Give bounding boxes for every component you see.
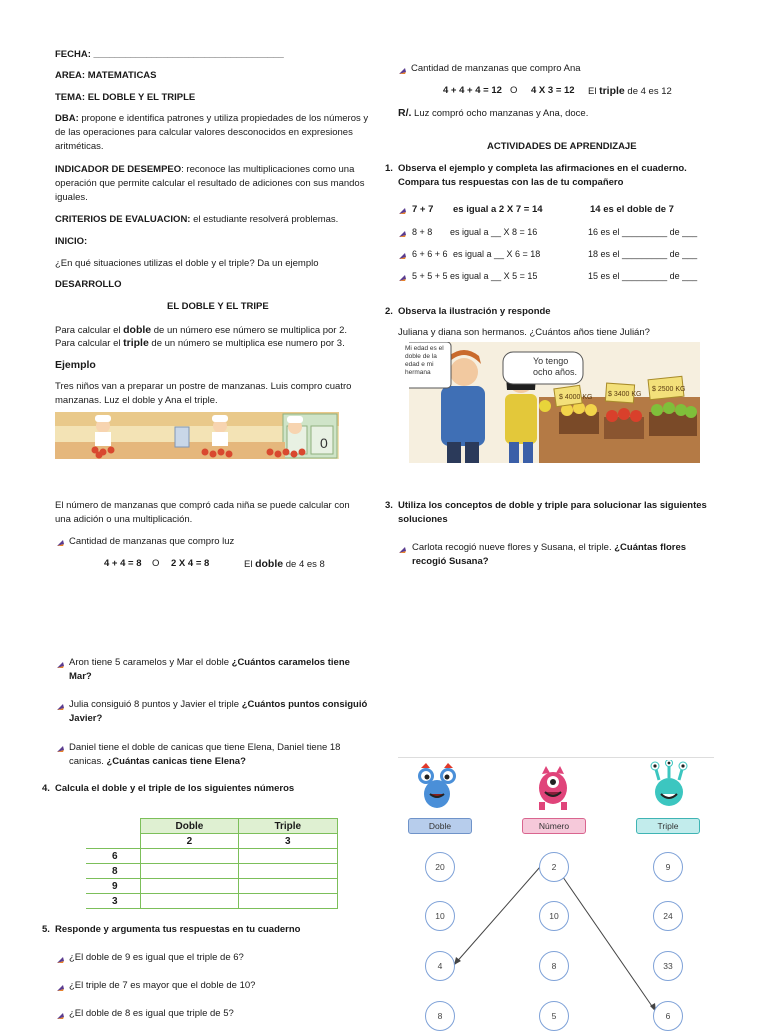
- area-line: AREA: MATEMATICAS: [55, 70, 157, 81]
- q3-item-julia: [69, 698, 369, 726]
- doble-triple-table: [86, 818, 338, 909]
- q1-row-sum: 7 + 7: [412, 204, 434, 215]
- q1-row-eq: es igual a __ X 6 = 18: [453, 249, 541, 259]
- svg-text:0: 0: [320, 435, 328, 451]
- item-text: Julia consiguió 8 puntos y Javier el triple: [69, 699, 242, 710]
- row-number: 6: [86, 849, 141, 864]
- table-sub-doble: 2: [141, 834, 238, 849]
- ana-o: O: [510, 85, 518, 96]
- table-sub-triple: 3: [238, 834, 337, 849]
- price-tag: $ 4000 KG: [559, 394, 593, 401]
- def-text: Para calcular el: [55, 325, 124, 336]
- item-question: ¿Cuántos puntos consiguió Javier?: [69, 699, 368, 724]
- match-circle-doble[interactable]: 4: [425, 951, 455, 981]
- arrow-bullet-icon: [398, 273, 407, 282]
- arrow-bullet-icon: [56, 538, 65, 547]
- dba-text: propone e identifica patrones y utiliza propiedades de los números y de las operaciones para calcular valores desconocidos en expresiones aritméticas.: [55, 113, 369, 152]
- match-circle-numero[interactable]: 10: [539, 901, 569, 931]
- criterios-text: el estudiante resolverá problemas.: [190, 214, 339, 225]
- arrow-bullet-icon: [56, 983, 65, 992]
- luz-label: Cantidad de manzanas que compro luz: [69, 536, 235, 547]
- ana-el: El: [588, 86, 600, 97]
- q3-number: 3.: [385, 500, 393, 511]
- q1-row-result: 18 es el _________ de ___: [588, 249, 698, 259]
- inicio-question: ¿En qué situaciones utilizas el doble y el triple? Da un ejemplo: [55, 258, 319, 269]
- ana-triple-word: triple: [599, 85, 625, 97]
- q1-text: Observa el ejemplo y completa las afirmaciones en el cuaderno. Compara tus respuestas con las de tu compañero: [398, 163, 687, 188]
- q4-number: 4.: [42, 783, 50, 794]
- item-text: Daniel tiene el doble de canicas que tiene Elena, Daniel tiene 18 canicas.: [69, 742, 341, 767]
- def-text: de un número se multiplica ese numero por 3.: [148, 338, 345, 349]
- luz-rest: de 4 es 8: [283, 559, 325, 570]
- def-triple-word: triple: [123, 337, 149, 349]
- match-circle-doble[interactable]: 8: [425, 1001, 455, 1031]
- speech-bubble-right: Yo tengo ocho años.: [533, 356, 578, 377]
- arrow-bullet-icon: [56, 1011, 65, 1020]
- dba-paragraph: [55, 112, 373, 154]
- q1-row-sum: 5 + 5 + 5 es igual a __ X 5 = 15: [412, 271, 538, 281]
- arrow-bullet-icon: [56, 744, 65, 753]
- price-tag: $ 3400 KG: [608, 391, 642, 398]
- q2-text: Observa la ilustración y responde: [398, 306, 551, 317]
- q1-row-result: 16 es el _________ de ___: [588, 227, 698, 237]
- q5-item: ¿El doble de 9 es igual que el triple de 6?: [69, 952, 244, 963]
- luz-sum: 4 + 4 = 8: [104, 558, 142, 569]
- label-triple: Triple: [636, 818, 700, 834]
- q5-text: Responde y argumenta tus respuestas en tu cuaderno: [55, 924, 301, 935]
- q3-item-aron: [69, 656, 369, 684]
- table-row: [86, 879, 338, 894]
- q1-row-sum: 8 + 8: [412, 227, 433, 237]
- arrow-bullet-icon: [56, 660, 65, 669]
- answer-cell[interactable]: [141, 879, 238, 894]
- match-circle-triple[interactable]: 33: [653, 951, 683, 981]
- q1-row-sum: 6 + 6 + 6: [412, 249, 448, 259]
- label-numero: Número: [522, 818, 586, 834]
- item-text: Aron tiene 5 caramelos y Mar el doble: [69, 657, 232, 668]
- arrow-bullet-icon: [398, 229, 407, 238]
- monster-icon: [412, 762, 462, 812]
- fecha-line: FECHA: ____________________________________: [55, 49, 284, 60]
- table-corner: [86, 834, 141, 849]
- item-question: ¿Cuántas canicas tiene Elena?: [106, 756, 246, 767]
- q1-row-eq: es igual a __ X 8 = 16: [450, 227, 538, 237]
- answer-line: [398, 106, 588, 121]
- table-corner: [86, 819, 141, 834]
- section-title: EL DOBLE Y EL TRIPE: [167, 301, 269, 312]
- q3-item-carlota: [412, 541, 702, 569]
- def-doble-word: doble: [123, 324, 152, 336]
- ejemplo-text: Tres niños van a preparar un postre de manzanas. Luis compro cuatro manzanas. Luz el doble y Ana el triple.: [55, 381, 352, 406]
- ana-mul: 4 X 3 = 12: [531, 85, 575, 96]
- activities-title: ACTIVIDADES DE APRENDIZAJE: [487, 141, 637, 152]
- row-number: 9: [86, 879, 141, 894]
- speech-bubble-left: Mi edad es el doble de la edad e mi hermana: [405, 345, 444, 376]
- label-doble: Doble: [408, 818, 472, 834]
- answer-cell[interactable]: [238, 894, 337, 909]
- answer-cell[interactable]: [141, 849, 238, 864]
- row-number: 3: [86, 894, 141, 909]
- match-circle-numero[interactable]: 2: [539, 852, 569, 882]
- answer-cell[interactable]: [141, 864, 238, 879]
- luz-o: O: [152, 558, 160, 569]
- row-number: 8: [86, 864, 141, 879]
- q3-item-daniel: [69, 741, 359, 769]
- q1-row-result: 14 es el doble de 7: [590, 204, 674, 215]
- def-text: de un número ese número se multiplica por 2.: [151, 325, 348, 336]
- triple-definition: [55, 336, 375, 351]
- arrow-bullet-icon: [398, 66, 407, 75]
- luz-mul: 2 X 4 = 8: [171, 558, 210, 569]
- match-circle-triple[interactable]: 6: [653, 1001, 683, 1031]
- ana-rest: de 4 es 12: [624, 86, 672, 97]
- luz-doble-word: doble: [255, 558, 284, 570]
- indicador-label: INDICADOR DE DESEMPEO: [55, 164, 182, 175]
- item-question: ¿Cuántos caramelos tiene Mar?: [69, 657, 350, 682]
- table-header-triple: Triple: [238, 819, 337, 834]
- arrow-bullet-icon: [398, 251, 407, 260]
- dba-label: DBA:: [55, 113, 79, 124]
- match-circle-numero[interactable]: 8: [539, 951, 569, 981]
- match-circle-doble[interactable]: 10: [425, 901, 455, 931]
- arrow-bullet-icon: [56, 702, 65, 711]
- answer-label: R/.: [398, 107, 412, 119]
- arrow-bullet-icon: [56, 955, 65, 964]
- criterios-paragraph: [55, 213, 373, 227]
- q2-question: Juliana y diana son hermanos. ¿Cuántos años tiene Julián?: [398, 327, 650, 338]
- luz-result: [244, 557, 325, 572]
- ana-label: Cantidad de manzanas que compro Ana: [411, 63, 581, 74]
- ejemplo-heading: Ejemplo: [55, 359, 96, 371]
- q4-text: Calcula el doble y el triple de los siguientes números: [55, 783, 295, 794]
- monster-icon: [645, 760, 693, 812]
- match-circle-triple[interactable]: 24: [653, 901, 683, 931]
- answer-cell[interactable]: [141, 894, 238, 909]
- def-text: Para calcular el: [55, 338, 124, 349]
- q5-number: 5.: [42, 924, 50, 935]
- answer-cell[interactable]: [238, 849, 337, 864]
- luz-el: El: [244, 559, 256, 570]
- q1-row-result: 15 es el _________ de ___: [588, 271, 698, 281]
- criterios-label: CRITERIOS DE EVALUACION:: [55, 214, 191, 225]
- table-row: [86, 864, 338, 879]
- kitchen-illustration: [55, 412, 339, 459]
- answer-cell[interactable]: [238, 879, 337, 894]
- indicador-paragraph: [55, 163, 373, 205]
- after-image-text: El número de manzanas que compró cada niña se puede calcular con una adición o una multiplicación.: [55, 500, 350, 525]
- table-header-doble: Doble: [141, 819, 238, 834]
- ana-sum: 4 + 4 + 4 = 12: [443, 85, 502, 96]
- q5-item: ¿El doble de 8 es igual que triple de 5?: [69, 1008, 234, 1019]
- item-text: Carlota recogió nueve flores y Susana, el triple.: [412, 542, 615, 553]
- q2-number: 2.: [385, 306, 393, 317]
- answer-text: Luz compró ocho manzanas y Ana, doce.: [411, 108, 589, 119]
- indicador-text: : reconoce las multiplicaciones como una operación que permite calcular el resultado de adiciones con sus mandos iguales.: [55, 164, 365, 203]
- match-circle-numero[interactable]: 5: [539, 1001, 569, 1031]
- q3-text: Utiliza los conceptos de doble y triple para solucionar las siguientes soluciones: [398, 500, 707, 525]
- tema-line: TEMA: EL DOBLE Y EL TRIPLE: [55, 92, 196, 103]
- q5-item: ¿El triple de 7 es mayor que el doble de 10?: [69, 980, 256, 991]
- divider: [398, 757, 714, 758]
- arrow-bullet-icon: [398, 545, 407, 554]
- table-row: [86, 894, 338, 909]
- match-circle-doble[interactable]: 20: [425, 852, 455, 882]
- ana-result: [588, 84, 672, 99]
- match-circle-triple[interactable]: 9: [653, 852, 683, 882]
- inicio-heading: INICIO:: [55, 236, 88, 247]
- desarrollo-heading: DESARROLLO: [55, 279, 122, 290]
- market-illustration: [405, 342, 700, 463]
- item-question: ¿Cuántas flores recogió Susana?: [412, 542, 687, 567]
- arrow-bullet-icon: [398, 206, 407, 215]
- q1-number: 1.: [385, 163, 393, 174]
- monster-icon: [530, 762, 576, 812]
- price-tag: $ 2500 KG: [652, 386, 686, 393]
- answer-cell[interactable]: [238, 864, 337, 879]
- q1-row-eq: es igual a 2 X 7 = 14: [453, 204, 543, 215]
- table-row: [86, 849, 338, 864]
